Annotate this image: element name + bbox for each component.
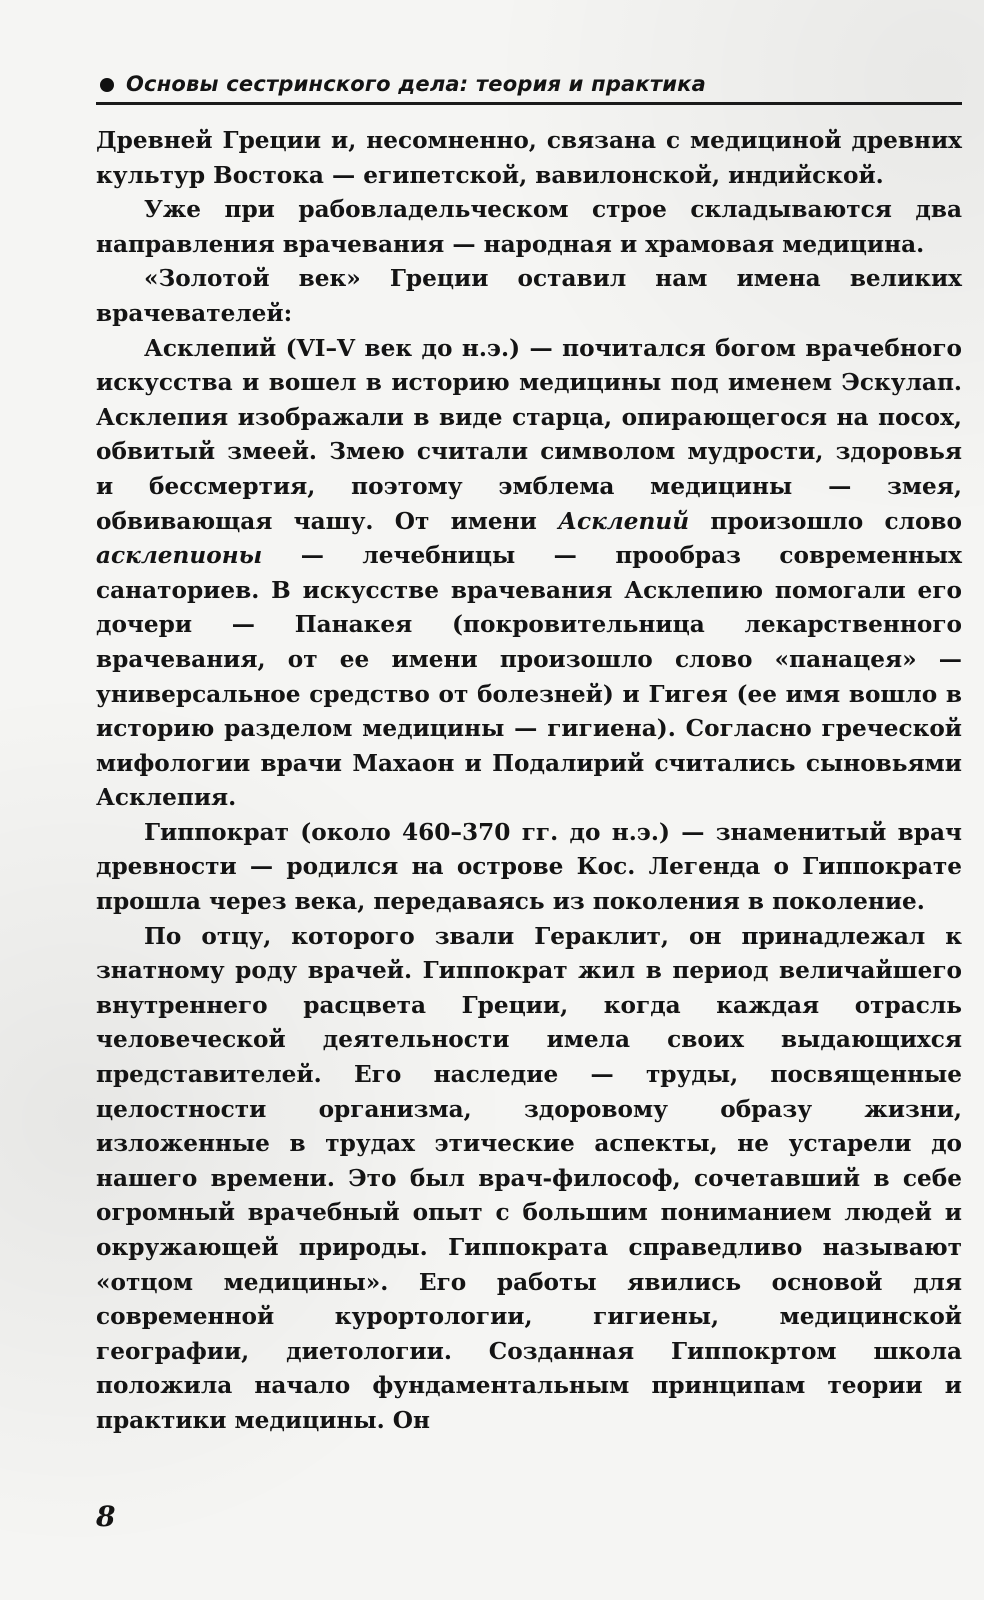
text-run: (около 460–370 гг. до н.э.) — знаменитый врач древности — родился на острове Кос. Легенда о Гиппократе прошла через века, передаваясь из поколения в поколение. — [96, 818, 962, 916]
text-run: . Асклепия изображали в виде старца, опирающегося на посох, обвитый змеей. Змею считали символом мудрости, здоровья и бессмертия, поэтому эмблема медицины — змея, обвивающая чашу. От имени — [96, 369, 962, 535]
term-asclepius-italic: Асклепий — [558, 507, 690, 535]
term-asclepions: асклепионы — [96, 542, 263, 570]
term-hygieia: Гигея — [648, 680, 728, 708]
term-great-healers: великих врачевателей: — [96, 265, 962, 327]
text-run: считались сыновьями Асклепия. — [96, 749, 962, 812]
body-text — [96, 124, 962, 1439]
term-machaon: Махаон — [352, 749, 455, 777]
page-number: 8 — [96, 1500, 116, 1533]
paragraph-hippocrates — [96, 816, 962, 920]
text-run: — лечебницы — прообраз современных санаториев. В искусстве врачевания Асклепию помогали его дочери — — [96, 542, 962, 639]
text-run: (покровительница лекарственного врачевания, от ее имени произошло слово «панацея» — универсальное средство от болезней) и — [96, 611, 962, 708]
paragraph-hippocrates-legacy: По отцу, которого звали Гераклит, он принадлежал к знатному роду врачей. Гиппократ жил в период величайшего внутреннего расцвета Греции, когда каждая отрасль человеческой деятельности имела своих выдающихся представителей. Его наследие — труды, посвященные целостности организма, здоровому образу жизни, изложенные в трудах этические аспекты, не устарели до нашего времени. Это был врач-философ, сочетавший в себе огромный врачебный опыт с большим пониманием людей и окружающей природы. Гиппократа справедливо называют «отцом медицины». Его работы явились основой для современной курортологии, гигиены, медицинской географии, диетологии. Созданная Гиппокртом школа положила начало фундаментальным принципам теории и практики медицины. Он — [96, 922, 962, 1434]
term-panacea: Панакея — [294, 611, 413, 639]
text-run: и — [454, 749, 493, 777]
term-aesculapius: Эскулап — [841, 369, 954, 397]
paragraph-2: Уже при рабовладельческом строе складываются два направления врачевания — народная и храмовая медицина. — [96, 196, 962, 258]
text-run: произошло слово — [689, 507, 962, 535]
running-title: Основы сестринского дела: теория и практика — [126, 72, 706, 96]
text-run: (VI–V век до н.э.) — почитался богом врачебного искусства и вошел в историю медицины под именем — [96, 334, 962, 397]
term-asclepius: Асклепий — [144, 334, 277, 362]
term-podalirius: Подалирий — [492, 749, 645, 777]
paragraph-1: Древней Греции и, несомненно, связана с медициной древних культур Востока — египетской, вавилонской, индийской. — [96, 127, 962, 189]
term-hippocrates: Гиппократ — [144, 818, 289, 846]
paragraph-3 — [96, 262, 962, 331]
text-run: (ее имя вошло в историю разделом медицины — гигиена). Согласно греческой мифологии врачи — [96, 680, 962, 777]
running-header — [96, 66, 962, 105]
bullet-icon — [100, 78, 114, 92]
paragraph-3-text: «Золотой век» Греции оставил нам имена — [144, 265, 850, 293]
paragraph-asclepius — [96, 332, 962, 816]
